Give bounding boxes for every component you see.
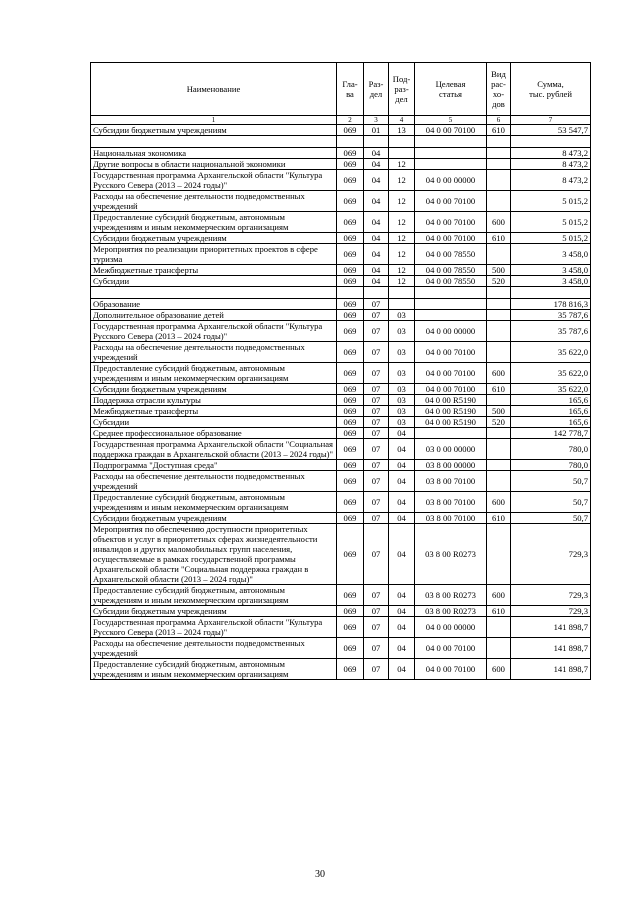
cell-chapter: 069	[337, 321, 364, 342]
column-header-target-text: Целевая статья	[435, 79, 466, 99]
cell-target: 04 0 00 70100	[415, 233, 487, 244]
cell-target: 03 8 00 R0273	[415, 606, 487, 617]
cell-target: 04 0 00 70100	[415, 125, 487, 136]
spacer-cell	[511, 287, 591, 299]
column-header-chapter	[337, 63, 364, 116]
cell-chapter: 069	[337, 265, 364, 276]
cell-target: 04 0 00 R5190	[415, 395, 487, 406]
cell-name: Расходы на обеспечение деятельности подведомственных учреждений	[91, 191, 337, 212]
cell-sum: 165,6	[511, 406, 591, 417]
cell-subsection: 03	[389, 363, 415, 384]
cell-sum: 165,6	[511, 395, 591, 406]
cell-chapter: 069	[337, 395, 364, 406]
cell-subsection: 13	[389, 125, 415, 136]
cell-name: Образование	[91, 299, 337, 310]
cell-expense-type: 520	[487, 417, 511, 428]
table-row	[91, 585, 591, 606]
cell-subsection: 12	[389, 244, 415, 265]
cell-expense-type: 500	[487, 406, 511, 417]
cell-name: Дополнительное образование детей	[91, 310, 337, 321]
spacer-cell	[389, 136, 415, 148]
table-row	[91, 276, 591, 287]
spacer-cell	[364, 136, 389, 148]
cell-section: 07	[364, 617, 389, 638]
cell-chapter: 069	[337, 617, 364, 638]
cell-sum: 3 458,0	[511, 265, 591, 276]
cell-chapter: 069	[337, 513, 364, 524]
cell-chapter: 069	[337, 406, 364, 417]
cell-section: 07	[364, 428, 389, 439]
cell-subsection: 04	[389, 638, 415, 659]
cell-name: Субсидии бюджетным учреждениям	[91, 125, 337, 136]
cell-chapter: 069	[337, 276, 364, 287]
cell-sum: 729,3	[511, 585, 591, 606]
cell-name: Субсидии	[91, 276, 337, 287]
cell-target: 04 0 00 70100	[415, 659, 487, 680]
column-number: 7	[511, 116, 591, 125]
cell-section: 07	[364, 606, 389, 617]
cell-name: Предоставление субсидий бюджетным, автономным учреждениям и иным некоммерческим организациям	[91, 659, 337, 680]
cell-expense-type	[487, 170, 511, 191]
spacer-cell	[487, 136, 511, 148]
cell-subsection: 04	[389, 606, 415, 617]
cell-name: Государственная программа Архангельской области "Культура Русского Севера (2013 – 2024 годы)"	[91, 170, 337, 191]
cell-name: Поддержка отрасли культуры	[91, 395, 337, 406]
cell-section: 07	[364, 513, 389, 524]
cell-name: Субсидии	[91, 417, 337, 428]
spacer-cell	[337, 136, 364, 148]
table-row	[91, 191, 591, 212]
column-header-name: Наименование	[91, 63, 337, 116]
cell-expense-type	[487, 395, 511, 406]
cell-section: 04	[364, 148, 389, 159]
table-row	[91, 321, 591, 342]
cell-chapter: 069	[337, 310, 364, 321]
cell-chapter: 069	[337, 471, 364, 492]
cell-section: 04	[364, 276, 389, 287]
cell-expense-type: 600	[487, 659, 511, 680]
table-row	[91, 265, 591, 276]
cell-target: 03 8 00 70100	[415, 513, 487, 524]
cell-name: Субсидии бюджетным учреждениям	[91, 384, 337, 395]
cell-expense-type: 600	[487, 363, 511, 384]
cell-chapter: 069	[337, 524, 364, 585]
cell-name: Предоставление субсидий бюджетным, автономным учреждениям и иным некоммерческим организациям	[91, 492, 337, 513]
cell-chapter: 069	[337, 460, 364, 471]
cell-name: Межбюджетные трансферты	[91, 406, 337, 417]
cell-section: 07	[364, 492, 389, 513]
cell-sum: 141 898,7	[511, 659, 591, 680]
cell-subsection	[389, 148, 415, 159]
cell-subsection: 03	[389, 406, 415, 417]
cell-chapter: 069	[337, 233, 364, 244]
cell-sum: 141 898,7	[511, 617, 591, 638]
budget-table	[90, 62, 591, 680]
cell-sum: 141 898,7	[511, 638, 591, 659]
cell-name: Среднее профессиональное образование	[91, 428, 337, 439]
cell-section: 07	[364, 299, 389, 310]
spacer-cell	[91, 136, 337, 148]
cell-target: 04 0 00 00000	[415, 321, 487, 342]
cell-target: 04 0 00 70100	[415, 638, 487, 659]
cell-sum: 35 622,0	[511, 342, 591, 363]
cell-expense-type: 610	[487, 513, 511, 524]
table-row	[91, 406, 591, 417]
cell-subsection: 04	[389, 659, 415, 680]
column-header-target	[415, 63, 487, 116]
cell-chapter: 069	[337, 148, 364, 159]
table-row	[91, 417, 591, 428]
spacer-row	[91, 136, 591, 148]
cell-chapter: 069	[337, 638, 364, 659]
cell-expense-type: 600	[487, 585, 511, 606]
spacer-cell	[487, 287, 511, 299]
cell-name: Субсидии бюджетным учреждениям	[91, 513, 337, 524]
table-row	[91, 299, 591, 310]
table-row	[91, 212, 591, 233]
cell-chapter: 069	[337, 212, 364, 233]
cell-expense-type	[487, 460, 511, 471]
cell-target: 04 0 00 78550	[415, 276, 487, 287]
cell-expense-type	[487, 342, 511, 363]
cell-target	[415, 428, 487, 439]
column-header-chapter-text: Гла- ва	[342, 79, 358, 99]
cell-chapter: 069	[337, 159, 364, 170]
cell-chapter: 069	[337, 125, 364, 136]
cell-section: 07	[364, 321, 389, 342]
spacer-cell	[389, 287, 415, 299]
table-row	[91, 439, 591, 460]
cell-sum: 5 015,2	[511, 212, 591, 233]
cell-name: Государственная программа Архангельской области "Социальная поддержка граждан в Архангельской области (2013 – 2024 годы)"	[91, 439, 337, 460]
cell-chapter: 069	[337, 384, 364, 395]
cell-sum: 50,7	[511, 492, 591, 513]
cell-subsection: 03	[389, 417, 415, 428]
cell-subsection: 04	[389, 439, 415, 460]
cell-subsection: 12	[389, 191, 415, 212]
cell-subsection: 03	[389, 342, 415, 363]
cell-section: 07	[364, 638, 389, 659]
cell-expense-type: 610	[487, 233, 511, 244]
cell-sum: 729,3	[511, 606, 591, 617]
spacer-cell	[415, 287, 487, 299]
cell-section: 07	[364, 310, 389, 321]
cell-chapter: 069	[337, 439, 364, 460]
spacer-row	[91, 287, 591, 299]
cell-chapter: 069	[337, 244, 364, 265]
cell-section: 04	[364, 170, 389, 191]
cell-target: 04 0 00 70100	[415, 212, 487, 233]
table-row	[91, 638, 591, 659]
cell-target: 04 0 00 00000	[415, 617, 487, 638]
cell-name: Национальная экономика	[91, 148, 337, 159]
cell-target: 03 8 00 70100	[415, 492, 487, 513]
cell-expense-type	[487, 471, 511, 492]
cell-target: 04 0 00 78550	[415, 265, 487, 276]
cell-target: 04 0 00 78550	[415, 244, 487, 265]
cell-sum: 178 816,3	[511, 299, 591, 310]
cell-expense-type	[487, 159, 511, 170]
cell-subsection: 04	[389, 428, 415, 439]
column-header-subsection-text: Под- раз- дел	[392, 74, 411, 104]
cell-subsection	[389, 299, 415, 310]
column-number-row	[91, 116, 591, 125]
cell-sum: 142 778,7	[511, 428, 591, 439]
cell-subsection: 04	[389, 585, 415, 606]
cell-sum: 3 458,0	[511, 244, 591, 265]
cell-target: 04 0 00 70100	[415, 191, 487, 212]
cell-target: 03 8 00 R0273	[415, 524, 487, 585]
cell-chapter: 069	[337, 417, 364, 428]
column-header-section	[364, 63, 389, 116]
column-header-expense-type-text: Вид рас- хо- дов	[491, 69, 506, 109]
cell-name: Расходы на обеспечение деятельности подведомственных учреждений	[91, 471, 337, 492]
cell-expense-type	[487, 439, 511, 460]
table-row	[91, 363, 591, 384]
cell-subsection: 03	[389, 310, 415, 321]
cell-expense-type	[487, 617, 511, 638]
cell-expense-type	[487, 638, 511, 659]
cell-subsection: 03	[389, 321, 415, 342]
table-row	[91, 125, 591, 136]
table-row	[91, 513, 591, 524]
cell-sum: 35 787,6	[511, 321, 591, 342]
cell-expense-type: 610	[487, 125, 511, 136]
cell-name: Расходы на обеспечение деятельности подведомственных учреждений	[91, 638, 337, 659]
cell-expense-type	[487, 428, 511, 439]
cell-section: 01	[364, 125, 389, 136]
cell-sum: 8 473,2	[511, 148, 591, 159]
cell-section: 07	[364, 439, 389, 460]
cell-target	[415, 310, 487, 321]
cell-expense-type: 600	[487, 492, 511, 513]
cell-subsection: 12	[389, 159, 415, 170]
cell-target: 04 0 00 R5190	[415, 406, 487, 417]
cell-expense-type	[487, 148, 511, 159]
cell-chapter: 069	[337, 363, 364, 384]
spacer-cell	[91, 287, 337, 299]
cell-target	[415, 299, 487, 310]
cell-section: 07	[364, 363, 389, 384]
cell-section: 07	[364, 395, 389, 406]
table-row	[91, 524, 591, 585]
cell-sum: 8 473,2	[511, 170, 591, 191]
cell-target	[415, 148, 487, 159]
cell-section: 07	[364, 524, 389, 585]
table-row	[91, 244, 591, 265]
spacer-cell	[364, 287, 389, 299]
cell-chapter: 069	[337, 585, 364, 606]
cell-chapter: 069	[337, 606, 364, 617]
cell-target: 03 0 00 00000	[415, 439, 487, 460]
cell-chapter: 069	[337, 170, 364, 191]
column-number: 4	[389, 116, 415, 125]
cell-target: 04 0 00 70100	[415, 363, 487, 384]
column-header-sum	[511, 63, 591, 116]
cell-chapter: 069	[337, 342, 364, 363]
cell-sum: 780,0	[511, 460, 591, 471]
cell-target: 03 8 00 R0273	[415, 585, 487, 606]
cell-sum: 50,7	[511, 471, 591, 492]
cell-name: Мероприятия по обеспечению доступности приоритетных объектов и услуг в приоритетных сферах жизнедеятельности инвалидов и других маломобильных групп населения, осуществляемые в рамках государственной программы Архангельской области "Социальная поддержка граждан в Архангельской области (2013 – 2024 годы)"	[91, 524, 337, 585]
cell-section: 07	[364, 585, 389, 606]
cell-name: Межбюджетные трансферты	[91, 265, 337, 276]
cell-subsection: 12	[389, 265, 415, 276]
column-header-section-text: Раз- дел	[368, 79, 384, 99]
page-number: 30	[315, 869, 325, 880]
cell-expense-type: 500	[487, 265, 511, 276]
cell-section: 04	[364, 212, 389, 233]
column-number: 5	[415, 116, 487, 125]
table-row	[91, 428, 591, 439]
table-row	[91, 233, 591, 244]
cell-subsection: 04	[389, 524, 415, 585]
cell-expense-type	[487, 191, 511, 212]
cell-sum: 5 015,2	[511, 191, 591, 212]
cell-name: Государственная программа Архангельской области "Культура Русского Севера (2013 – 2024 годы)"	[91, 617, 337, 638]
cell-name: Предоставление субсидий бюджетным, автономным учреждениям и иным некоммерческим организациям	[91, 585, 337, 606]
cell-expense-type: 600	[487, 212, 511, 233]
table-row	[91, 606, 591, 617]
table-row	[91, 159, 591, 170]
table-body	[91, 125, 591, 680]
cell-section: 04	[364, 159, 389, 170]
cell-name: Предоставление субсидий бюджетным, автономным учреждениям и иным некоммерческим организациям	[91, 212, 337, 233]
table-row	[91, 395, 591, 406]
cell-chapter: 069	[337, 299, 364, 310]
cell-section: 07	[364, 417, 389, 428]
cell-sum: 35 787,6	[511, 310, 591, 321]
table-row	[91, 170, 591, 191]
cell-sum: 35 622,0	[511, 363, 591, 384]
cell-sum: 780,0	[511, 439, 591, 460]
cell-name: Субсидии бюджетным учреждениям	[91, 233, 337, 244]
cell-chapter: 069	[337, 191, 364, 212]
cell-expense-type	[487, 321, 511, 342]
column-number: 6	[487, 116, 511, 125]
cell-target: 03 8 00 00000	[415, 460, 487, 471]
column-header-expense-type	[487, 63, 511, 116]
cell-section: 07	[364, 471, 389, 492]
cell-section: 07	[364, 659, 389, 680]
cell-section: 07	[364, 342, 389, 363]
cell-expense-type	[487, 524, 511, 585]
cell-subsection: 12	[389, 212, 415, 233]
table-row	[91, 471, 591, 492]
cell-subsection: 12	[389, 276, 415, 287]
cell-section: 07	[364, 406, 389, 417]
cell-section: 04	[364, 265, 389, 276]
cell-sum: 3 458,0	[511, 276, 591, 287]
cell-sum: 53 547,7	[511, 125, 591, 136]
cell-expense-type: 610	[487, 606, 511, 617]
table-row	[91, 492, 591, 513]
cell-chapter: 069	[337, 659, 364, 680]
cell-section: 04	[364, 233, 389, 244]
cell-chapter: 069	[337, 428, 364, 439]
cell-sum: 729,3	[511, 524, 591, 585]
column-header-subsection	[389, 63, 415, 116]
column-number: 3	[364, 116, 389, 125]
cell-expense-type	[487, 244, 511, 265]
cell-sum: 35 622,0	[511, 384, 591, 395]
table-row	[91, 310, 591, 321]
cell-subsection: 12	[389, 233, 415, 244]
cell-name: Другие вопросы в области национальной экономики	[91, 159, 337, 170]
spacer-cell	[415, 136, 487, 148]
cell-subsection: 12	[389, 170, 415, 191]
cell-target: 04 0 00 70100	[415, 342, 487, 363]
cell-subsection: 03	[389, 384, 415, 395]
table-row	[91, 148, 591, 159]
cell-target: 03 8 00 70100	[415, 471, 487, 492]
cell-chapter: 069	[337, 492, 364, 513]
table-row	[91, 617, 591, 638]
cell-name: Государственная программа Архангельской области "Культура Русского Севера (2013 – 2024 годы)"	[91, 321, 337, 342]
cell-expense-type	[487, 310, 511, 321]
cell-name: Подпрограмма "Доступная среда"	[91, 460, 337, 471]
cell-subsection: 04	[389, 460, 415, 471]
column-header-sum-text: Сумма, тыс. рублей	[529, 79, 572, 99]
column-number: 1	[91, 116, 337, 125]
cell-subsection: 04	[389, 492, 415, 513]
table-row	[91, 460, 591, 471]
cell-subsection: 03	[389, 395, 415, 406]
table-row	[91, 659, 591, 680]
cell-section: 07	[364, 384, 389, 395]
cell-sum: 50,7	[511, 513, 591, 524]
cell-name: Предоставление субсидий бюджетным, автономным учреждениям и иным некоммерческим организациям	[91, 363, 337, 384]
column-number: 2	[337, 116, 364, 125]
header-row	[91, 63, 591, 116]
cell-name: Субсидии бюджетным учреждениям	[91, 606, 337, 617]
spacer-cell	[337, 287, 364, 299]
cell-target: 04 0 00 00000	[415, 170, 487, 191]
cell-target	[415, 159, 487, 170]
cell-subsection: 04	[389, 471, 415, 492]
spacer-cell	[511, 136, 591, 148]
table-row	[91, 342, 591, 363]
cell-section: 04	[364, 244, 389, 265]
cell-section: 04	[364, 191, 389, 212]
cell-sum: 5 015,2	[511, 233, 591, 244]
cell-section: 07	[364, 460, 389, 471]
cell-subsection: 04	[389, 513, 415, 524]
cell-subsection: 04	[389, 617, 415, 638]
cell-target: 04 0 00 R5190	[415, 417, 487, 428]
cell-sum: 165,6	[511, 417, 591, 428]
cell-expense-type	[487, 299, 511, 310]
table-row	[91, 384, 591, 395]
cell-name: Расходы на обеспечение деятельности подведомственных учреждений	[91, 342, 337, 363]
cell-target: 04 0 00 70100	[415, 384, 487, 395]
cell-expense-type: 610	[487, 384, 511, 395]
cell-sum: 8 473,2	[511, 159, 591, 170]
cell-expense-type: 520	[487, 276, 511, 287]
cell-name: Мероприятия по реализации приоритетных проектов в сфере туризма	[91, 244, 337, 265]
